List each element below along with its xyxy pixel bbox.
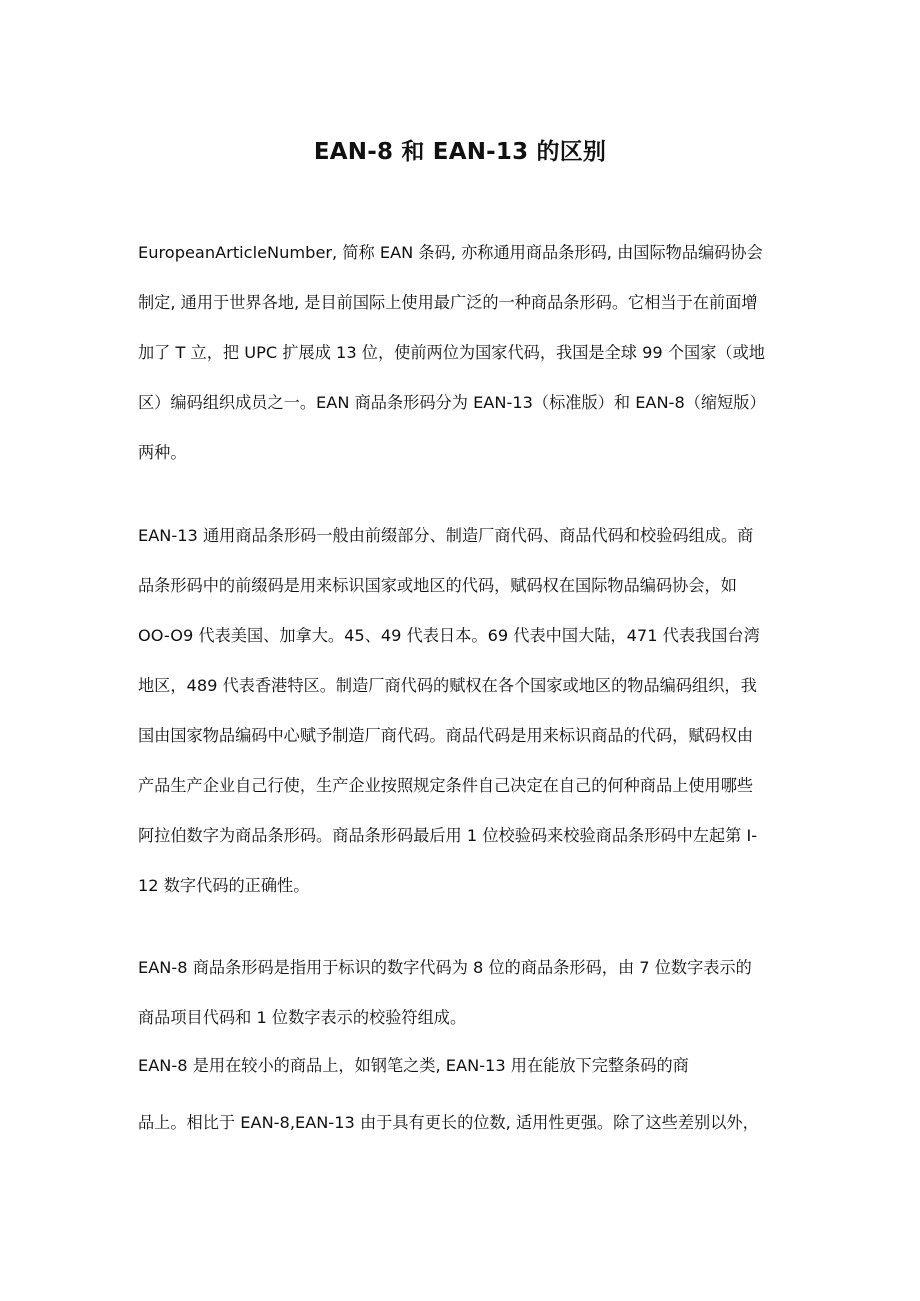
text-line: 两种。 <box>138 443 187 462</box>
text-line: 12 数字代码的正确性。 <box>138 876 310 895</box>
text-line: EAN-8 是用在较小的商品上，如钢笔之类, EAN-13 用在能放下完整条码的商 <box>138 1056 689 1075</box>
text-line: 产品生产企业自己行使，生产企业按照规定条件自己决定在自己的何种商品上使用哪些 <box>138 776 754 795</box>
text-line: 阿拉伯数字为商品条形码。商品条形码最后用 1 位校验码来校验商品条形码中左起第 I- <box>138 826 758 845</box>
text-line: OO-O9 代表美国、加拿大。45、49 代表日本。69 代表中国大陆，471 代表我国台湾 <box>138 626 760 645</box>
text-line: 地区，489 代表香港特区。制造厂商代码的赋权在各个国家或地区的物品编码组织，我 <box>138 676 757 695</box>
text-line: EAN-8 商品条形码是指用于标识的数字代码为 8 位的商品条形码，由 7 位数字表示的 <box>138 958 752 977</box>
text-line: 品上。相比于 EAN-8,EAN-13 由于具有更长的位数, 适用性更强。除了这些差别以外， <box>138 1113 759 1132</box>
paragraph-ean13-structure <box>138 511 788 911</box>
text-line: 商品项目代码和 1 位数字表示的校验符组成。 <box>138 1008 467 1027</box>
text-line: EAN-13 通用商品条形码一般由前缀部分、制造厂商代码、商品代码和校验码组成。商 <box>138 526 754 545</box>
text-line: EuropeanArticleNumber, 简称 EAN 条码, 亦称通用商品条形码, 由国际物品编码协会 <box>138 243 763 262</box>
text-line: 品条形码中的前缀码是用来标识国家或地区的代码，赋码权在国际物品编码协会，如 <box>138 576 737 595</box>
text-line: 制定, 通用于世界各地, 是目前国际上使用最广泛的一种商品条形码。它相当于在前面增 <box>138 293 758 312</box>
paragraph-ean8-definition <box>138 943 788 1043</box>
text-line: 加了 T 立，把 UPC 扩展成 13 位，使前两位为国家代码，我国是全球 99 个国家（或地 <box>138 343 765 362</box>
paragraph-ean8-usage <box>138 1041 788 1091</box>
paragraph-ean-comparison <box>138 1098 788 1148</box>
text-line: 国由国家物品编码中心赋予制造厂商代码。商品代码是用来标识商品的代码，赋码权由 <box>138 726 754 745</box>
text-line: 区）编码组织成员之一。EAN 商品条形码分为 EAN-13（标准版）和 EAN-8（缩短版） <box>138 393 766 412</box>
document-title: EAN-8 和 EAN-13 的区别 <box>313 139 607 165</box>
paragraph-ean-intro <box>138 228 788 478</box>
